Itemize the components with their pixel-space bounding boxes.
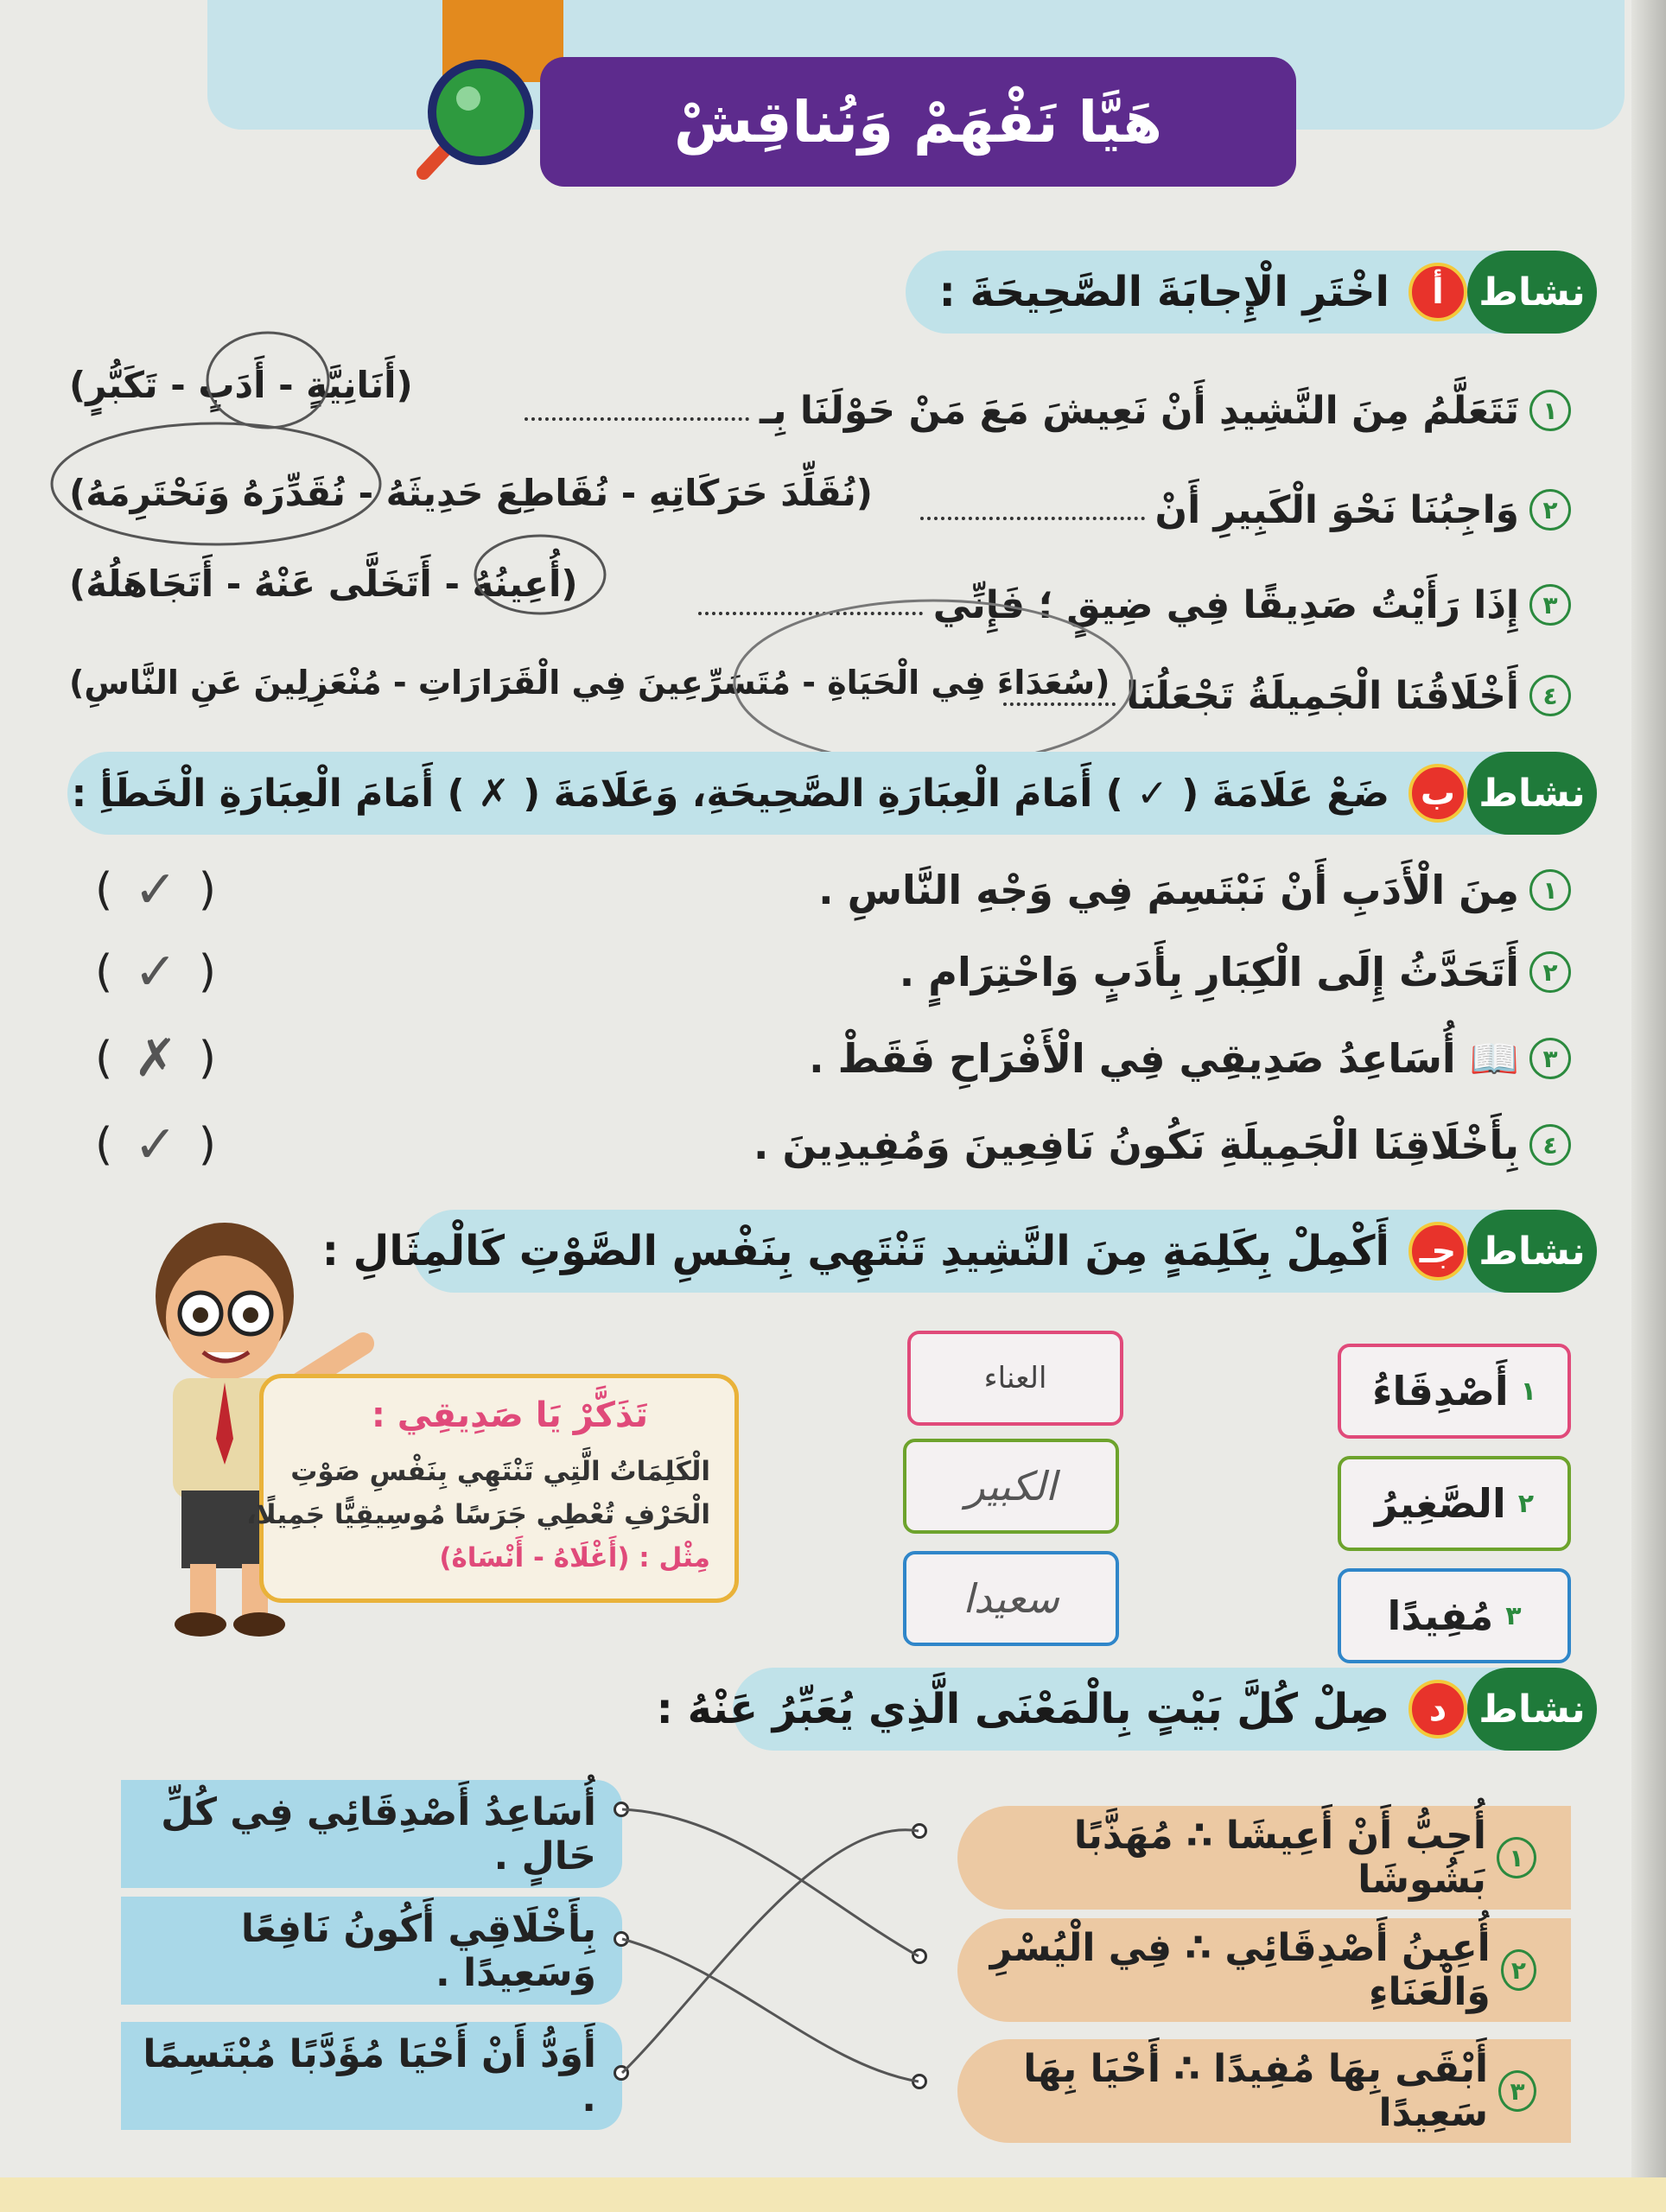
meaning-card-1[interactable]: أُسَاعِدُ أَصْدِقَائِي فِي كُلِّ حَالٍ .	[121, 1780, 622, 1888]
activity-c-instruction: أَكْمِلْ بِكَلِمَةٍ مِنَ النَّشِيدِ تَنْتَهِي بِنَفْسِ الصَّوْتِ كَالْمِثَالِ :	[321, 1227, 1389, 1275]
magnifier-icon	[413, 52, 543, 181]
meaning-card-2[interactable]: بِأَخْلَاقِي أَكُونُ نَافِعًا وَسَعِيدًا .	[121, 1897, 622, 2005]
activity-b-answer-1[interactable]: ( ✓ )	[95, 860, 216, 920]
activity-b-instruction: ضَعْ عَلَامَةَ ( ✓ ) أَمَامَ الْعِبَارَةِ الصَّحِيحَةِ، وَعَلَامَةَ ( ✗ ) أَمَامَ الْعِبَارَةِ الْخَطَأِ :	[71, 771, 1389, 816]
activity-d-badge: د	[1408, 1680, 1467, 1738]
activity-a-choices-1: (أَنَانِيَّةٍ - أَدَبٍ - تَكَبُّرٍ)	[69, 363, 413, 406]
activity-a-choices-2: (نُقَلِّدَ حَرَكَاتِهِ - نُقَاطِعَ حَدِيثَهُ - نُقَدِّرَهُ وَنَحْتَرِمَهُ)	[69, 471, 873, 514]
activity-c-header	[321, 1210, 1597, 1293]
meaning-card-3[interactable]: أَوَدُّ أَنْ أَحْيَا مُؤَدَّبًا مُبْتَسِمًا .	[121, 2022, 622, 2130]
activity-b-badge: ب	[1408, 764, 1467, 823]
activity-a-item-2: ٢ وَاجِبُنَا نَحْوَ الْكَبِيرِ أَنْ	[910, 480, 1571, 540]
bottom-strip	[0, 2177, 1666, 2212]
activity-a-label: نشاط	[1467, 251, 1597, 334]
connector-dot-right-3[interactable]	[912, 2074, 927, 2089]
reminder-line-2: الْحَرْفِ تُعْطِي جَرَسًا مُوسِيقِيًّا جَمِيلًا،	[246, 1499, 710, 1530]
answer-blank[interactable]	[525, 400, 749, 421]
activity-c-word-3: ٣ مُفِيدًا	[1338, 1568, 1571, 1663]
activity-a-item-4: ٤ أَخْلَاقُنَا الْجَمِيلَةُ تَجْعَلُنَا	[993, 665, 1571, 726]
activity-b-item-4: ٤ بِأَخْلَاقِنَا الْجَمِيلَةِ نَكُونُ نَافِعِينَ وَمُفِيدِينَ .	[754, 1110, 1571, 1179]
activity-d-instruction: صِلْ كُلَّ بَيْتٍ بِالْمَعْنَى الَّذِي يُعَبِّرُ عَنْهُ :	[656, 1685, 1389, 1733]
page-title: هَيَّا نَفْهَمْ وَنُناقِشْ	[673, 88, 1163, 156]
activity-b-item-3: ٣ 📖 أُسَاعِدُ صَدِيقِي فِي الْأَفْرَاحِ فَقَطْ .	[809, 1024, 1571, 1093]
activity-b-answer-3[interactable]: ( ✗ )	[95, 1028, 216, 1089]
activity-b-answer-4[interactable]: ( ✓ )	[95, 1115, 216, 1175]
reminder-line-3: مِثْل : (أَغْلَاهُ - أَنْسَاهُ)	[439, 1542, 710, 1573]
activity-c-answer-3[interactable]: سعيدا	[903, 1551, 1119, 1646]
verse-card-2[interactable]: ٢ أُعِينُ أَصْدِقَائِي ∴ فِي الْيُسْرِ وَالْعَنَاءِ	[957, 1918, 1571, 2022]
activity-c-word-1: ١ أَصْدِقَاءُ	[1338, 1344, 1571, 1439]
activity-a-header	[906, 251, 1597, 334]
page-title-bar	[540, 57, 1296, 187]
activity-c-answer-1[interactable]: العناء	[907, 1331, 1123, 1426]
connector-dot-left-2[interactable]	[614, 1931, 629, 1947]
activity-b-header	[67, 752, 1597, 835]
verse-card-1[interactable]: ١ أُحِبُّ أَنْ أَعِيشَا ∴ مُهَذَّبًا بَشُوشَا	[957, 1806, 1571, 1910]
activity-b-label: نشاط	[1467, 752, 1597, 835]
connector-dot-right-1[interactable]	[912, 1823, 927, 1839]
verse-card-3[interactable]: ٣ أَبْقَى بِهَا مُفِيدًا ∴ أَحْيَا بِهَا سَعِيدًا	[957, 2039, 1571, 2143]
reminder-line-1: الْكَلِمَاتُ الَّتِي تَنْتَهِي بِنَفْسِ صَوْتِ	[290, 1456, 710, 1487]
activity-c-label: نشاط	[1467, 1210, 1597, 1293]
activity-c-answer-2[interactable]: الكبير	[903, 1439, 1119, 1534]
connector-dot-left-3[interactable]	[614, 2065, 629, 2081]
activity-d-header	[656, 1668, 1597, 1751]
activity-b-answer-2[interactable]: ( ✓ )	[95, 942, 216, 1002]
reminder-box	[246, 1374, 739, 1603]
connector-dot-right-2[interactable]	[912, 1948, 927, 1964]
answer-blank[interactable]	[920, 499, 1145, 520]
activity-a-item-3: ٣ إِذَا رَأَيْتُ صَدِيقًا فِي ضِيقٍ ؛ فَإِنِّي	[688, 575, 1571, 635]
connector-dot-left-1[interactable]	[614, 1802, 629, 1817]
activity-a-instruction: اخْتَرِ الْإِجابَةَ الصَّحِيحَةَ :	[938, 268, 1389, 316]
answer-blank[interactable]	[698, 594, 923, 615]
activity-a-choices-3: (أُعِينُهُ - أَتَخَلَّى عَنْهُ - أَتَجَاهَلُهُ)	[69, 562, 578, 605]
activity-c-word-2: ٢ الصَّغِيرُ	[1338, 1456, 1571, 1551]
reminder-title: تَذَكَّرْ يَا صَدِيقِي :	[371, 1395, 648, 1435]
activity-c-badge: جـ	[1408, 1222, 1467, 1281]
activity-a-choices-4: (سُعَدَاءَ فِي الْحَيَاةِ - مُتَسَرِّعِينَ فِي الْقَرَارَاتِ - مُنْعَزِلِينَ عَنِ النَّاسِ)	[69, 664, 1110, 702]
activity-a-item-1: ١ تَتَعَلَّمُ مِنَ النَّشِيدِ أَنْ نَعِيشَ مَعَ مَنْ حَوْلَنَا بِـ	[514, 380, 1571, 441]
activity-a-badge: أ	[1408, 263, 1467, 321]
activity-d-label: نشاط	[1467, 1668, 1597, 1751]
activity-b-item-2: ٢ أَتَحَدَّثُ إِلَى الْكِبَارِ بِأَدَبٍ وَاحْتِرَامٍ .	[900, 938, 1571, 1007]
page-edge-shadow	[1631, 0, 1666, 2212]
activity-b-item-1: ١ مِنَ الْأَدَبِ أَنْ نَبْتَسِمَ فِي وَجْهِ النَّاسِ .	[818, 855, 1571, 925]
